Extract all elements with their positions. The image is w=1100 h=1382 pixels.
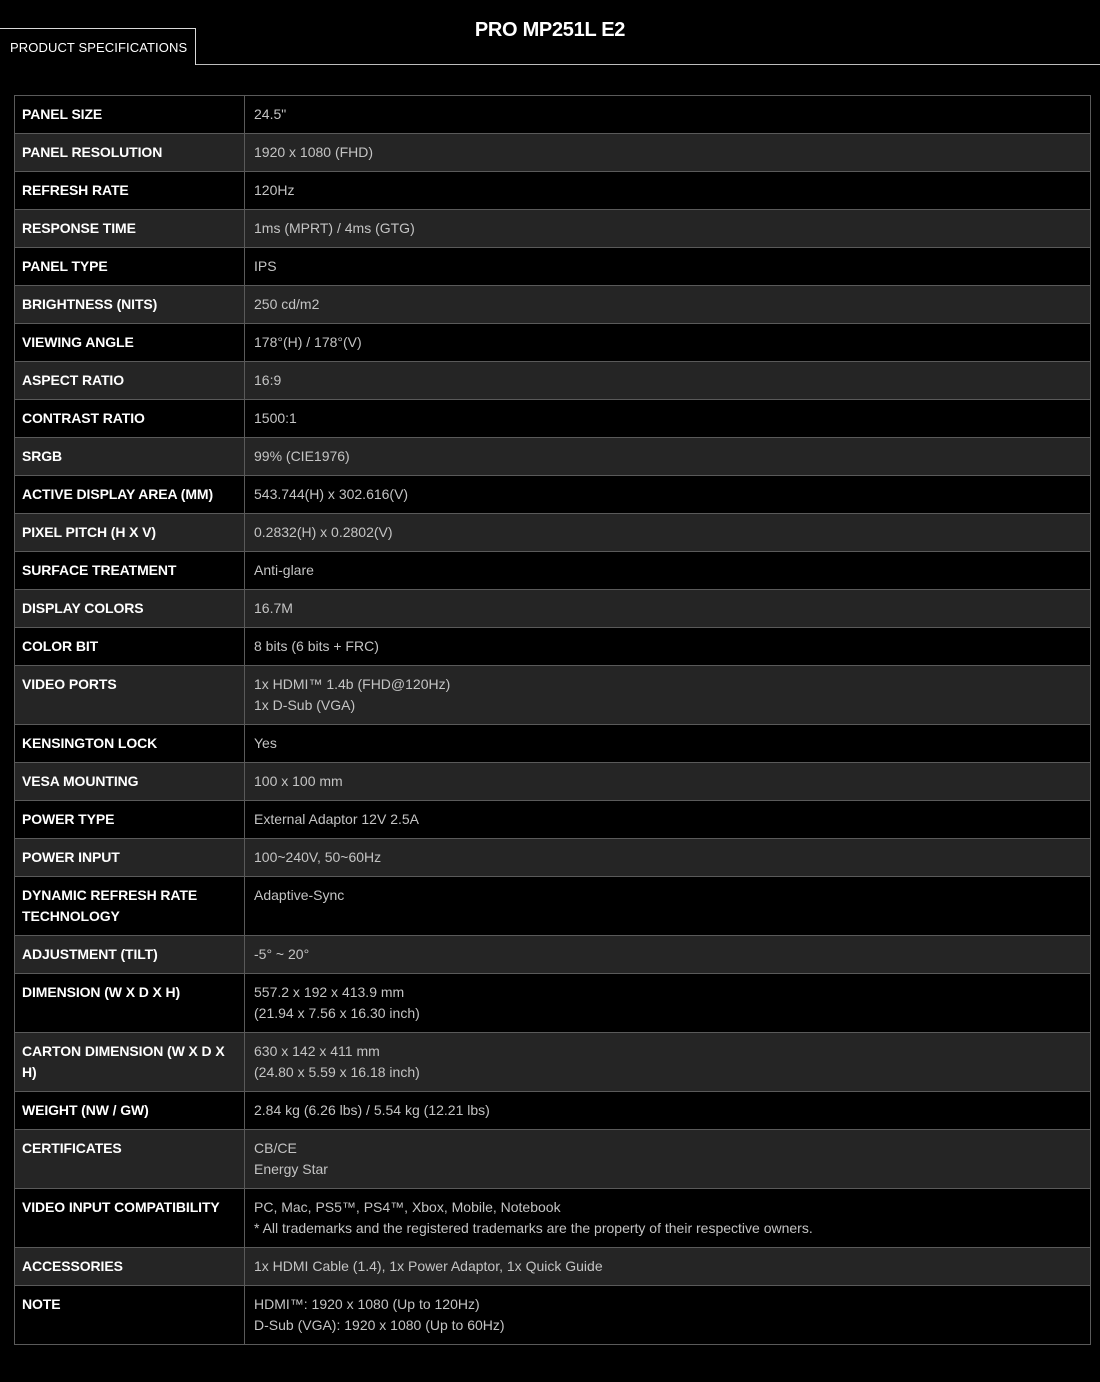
spec-value <box>245 400 1091 438</box>
spec-label: BRIGHTNESS (NITS) <box>15 286 245 324</box>
spec-value <box>245 96 1091 134</box>
spec-value-line: IPS <box>254 258 277 274</box>
spec-row <box>15 476 1091 514</box>
spec-label: CONTRAST RATIO <box>15 400 245 438</box>
spec-value <box>245 248 1091 286</box>
product-title: PRO MP251L E2 <box>474 19 626 41</box>
spec-value-line: 1x HDMI Cable (1.4), 1x Power Adaptor, 1x Quick Guide <box>254 1258 603 1274</box>
spec-row <box>15 248 1091 286</box>
spec-row <box>15 286 1091 324</box>
spec-row <box>15 1189 1091 1248</box>
spec-value <box>245 552 1091 590</box>
spec-row <box>15 666 1091 725</box>
spec-label: DYNAMIC REFRESH RATE TECHNOLOGY <box>15 877 245 936</box>
spec-value <box>245 438 1091 476</box>
spec-value <box>245 1189 1091 1248</box>
spec-value <box>245 362 1091 400</box>
spec-row <box>15 1248 1091 1286</box>
spec-label: VESA MOUNTING <box>15 763 245 801</box>
spec-row <box>15 877 1091 936</box>
spec-label: NOTE <box>15 1286 245 1345</box>
spec-value-line: CB/CE <box>254 1140 297 1156</box>
spec-value <box>245 936 1091 974</box>
spec-label: REFRESH RATE <box>15 172 245 210</box>
spec-row <box>15 134 1091 172</box>
spec-value-line: Adaptive-Sync <box>254 887 345 903</box>
spec-value-line: (24.80 x 5.59 x 16.18 inch) <box>254 1064 420 1080</box>
spec-value-line: 1500:1 <box>254 410 297 426</box>
spec-value-line: Energy Star <box>254 1161 328 1177</box>
spec-label: PIXEL PITCH (H X V) <box>15 514 245 552</box>
spec-value-line: 250 cd/m2 <box>254 296 320 312</box>
spec-value <box>245 1130 1091 1189</box>
spec-table <box>14 95 1091 1345</box>
spec-value-line: 8 bits (6 bits + FRC) <box>254 638 379 654</box>
spec-row <box>15 514 1091 552</box>
spec-value <box>245 974 1091 1033</box>
spec-label: VIDEO PORTS <box>15 666 245 725</box>
spec-label: ACCESSORIES <box>15 1248 245 1286</box>
spec-value-line: 24.5" <box>254 106 287 122</box>
spec-value-line: 557.2 x 192 x 413.9 mm <box>254 984 405 1000</box>
spec-value-line: * All trademarks and the registered trademarks are the property of their respective owners. <box>254 1220 813 1236</box>
spec-value <box>245 666 1091 725</box>
spec-value-line: 100 x 100 mm <box>254 773 343 789</box>
spec-table-body <box>15 96 1091 1345</box>
tab-product-specifications[interactable]: PRODUCT SPECIFICATIONS <box>0 28 196 65</box>
spec-row <box>15 590 1091 628</box>
spec-value-line: 543.744(H) x 302.616(V) <box>254 486 409 502</box>
tab-divider <box>196 64 1100 65</box>
spec-value <box>245 1286 1091 1345</box>
spec-value <box>245 210 1091 248</box>
spec-value-line: 0.2832(H) x 0.2802(V) <box>254 524 393 540</box>
spec-row <box>15 839 1091 877</box>
spec-row <box>15 324 1091 362</box>
spec-row <box>15 400 1091 438</box>
spec-label: PANEL SIZE <box>15 96 245 134</box>
spec-value <box>245 324 1091 362</box>
spec-value-line: Anti-glare <box>254 562 314 578</box>
spec-value <box>245 801 1091 839</box>
spec-value-line: 630 x 142 x 411 mm <box>254 1043 380 1059</box>
spec-value-line: HDMI™: 1920 x 1080 (Up to 120Hz) <box>254 1296 480 1312</box>
spec-label: POWER INPUT <box>15 839 245 877</box>
spec-value-line: 1x D-Sub (VGA) <box>254 697 356 713</box>
spec-row <box>15 1130 1091 1189</box>
spec-row <box>15 763 1091 801</box>
spec-label: COLOR BIT <box>15 628 245 666</box>
spec-value <box>245 1092 1091 1130</box>
spec-row <box>15 1033 1091 1092</box>
spec-value-line: PC, Mac, PS5™, PS4™, Xbox, Mobile, Notebook <box>254 1199 561 1215</box>
spec-value-line: 2.84 kg (6.26 lbs) / 5.54 kg (12.21 lbs) <box>254 1102 490 1118</box>
spec-value-line: 120Hz <box>254 182 295 198</box>
spec-value <box>245 172 1091 210</box>
spec-label: CARTON DIMENSION (W X D X H) <box>15 1033 245 1092</box>
spec-value-line: 178°(H) / 178°(V) <box>254 334 362 350</box>
spec-label: VIEWING ANGLE <box>15 324 245 362</box>
spec-value-line: D-Sub (VGA): 1920 x 1080 (Up to 60Hz) <box>254 1317 505 1333</box>
spec-label: ACTIVE DISPLAY AREA (MM) <box>15 476 245 514</box>
spec-row <box>15 725 1091 763</box>
spec-label: KENSINGTON LOCK <box>15 725 245 763</box>
spec-row <box>15 96 1091 134</box>
spec-value <box>245 590 1091 628</box>
spec-value-line: 16.7M <box>254 600 293 616</box>
spec-value <box>245 628 1091 666</box>
spec-row <box>15 552 1091 590</box>
spec-label: RESPONSE TIME <box>15 210 245 248</box>
spec-value <box>245 725 1091 763</box>
spec-value <box>245 763 1091 801</box>
spec-value-line: 16:9 <box>254 372 282 388</box>
spec-label: PANEL TYPE <box>15 248 245 286</box>
spec-value-line: (21.94 x 7.56 x 16.30 inch) <box>254 1005 420 1021</box>
spec-label: DIMENSION (W X D X H) <box>15 974 245 1033</box>
spec-value-line: External Adaptor 12V 2.5A <box>254 811 419 827</box>
spec-label: POWER TYPE <box>15 801 245 839</box>
spec-row <box>15 172 1091 210</box>
spec-row <box>15 1286 1091 1345</box>
spec-label: PANEL RESOLUTION <box>15 134 245 172</box>
spec-row <box>15 1092 1091 1130</box>
spec-row <box>15 438 1091 476</box>
spec-row <box>15 974 1091 1033</box>
spec-label: SURFACE TREATMENT <box>15 552 245 590</box>
spec-row <box>15 362 1091 400</box>
spec-value-line: -5° ~ 20° <box>254 946 310 962</box>
spec-label: ASPECT RATIO <box>15 362 245 400</box>
spec-value <box>245 839 1091 877</box>
spec-value-line: 100~240V, 50~60Hz <box>254 849 382 865</box>
spec-row <box>15 936 1091 974</box>
spec-value-line: Yes <box>254 735 277 751</box>
spec-label: CERTIFICATES <box>15 1130 245 1189</box>
spec-value <box>245 476 1091 514</box>
spec-row <box>15 628 1091 666</box>
spec-label: ADJUSTMENT (TILT) <box>15 936 245 974</box>
spec-value <box>245 134 1091 172</box>
spec-row <box>15 801 1091 839</box>
spec-label: VIDEO INPUT COMPATIBILITY <box>15 1189 245 1248</box>
spec-value-line: 1x HDMI™ 1.4b (FHD@120Hz) <box>254 676 451 692</box>
spec-label: WEIGHT (NW / GW) <box>15 1092 245 1130</box>
spec-label: DISPLAY COLORS <box>15 590 245 628</box>
spec-value-line: 99% (CIE1976) <box>254 448 350 464</box>
spec-value <box>245 877 1091 936</box>
spec-value <box>245 286 1091 324</box>
spec-value <box>245 1033 1091 1092</box>
spec-value <box>245 514 1091 552</box>
header-bar <box>0 0 1100 66</box>
spec-label: SRGB <box>15 438 245 476</box>
spec-row <box>15 210 1091 248</box>
spec-value-line: 1ms (MPRT) / 4ms (GTG) <box>254 220 415 236</box>
spec-value <box>245 1248 1091 1286</box>
spec-value-line: 1920 x 1080 (FHD) <box>254 144 374 160</box>
